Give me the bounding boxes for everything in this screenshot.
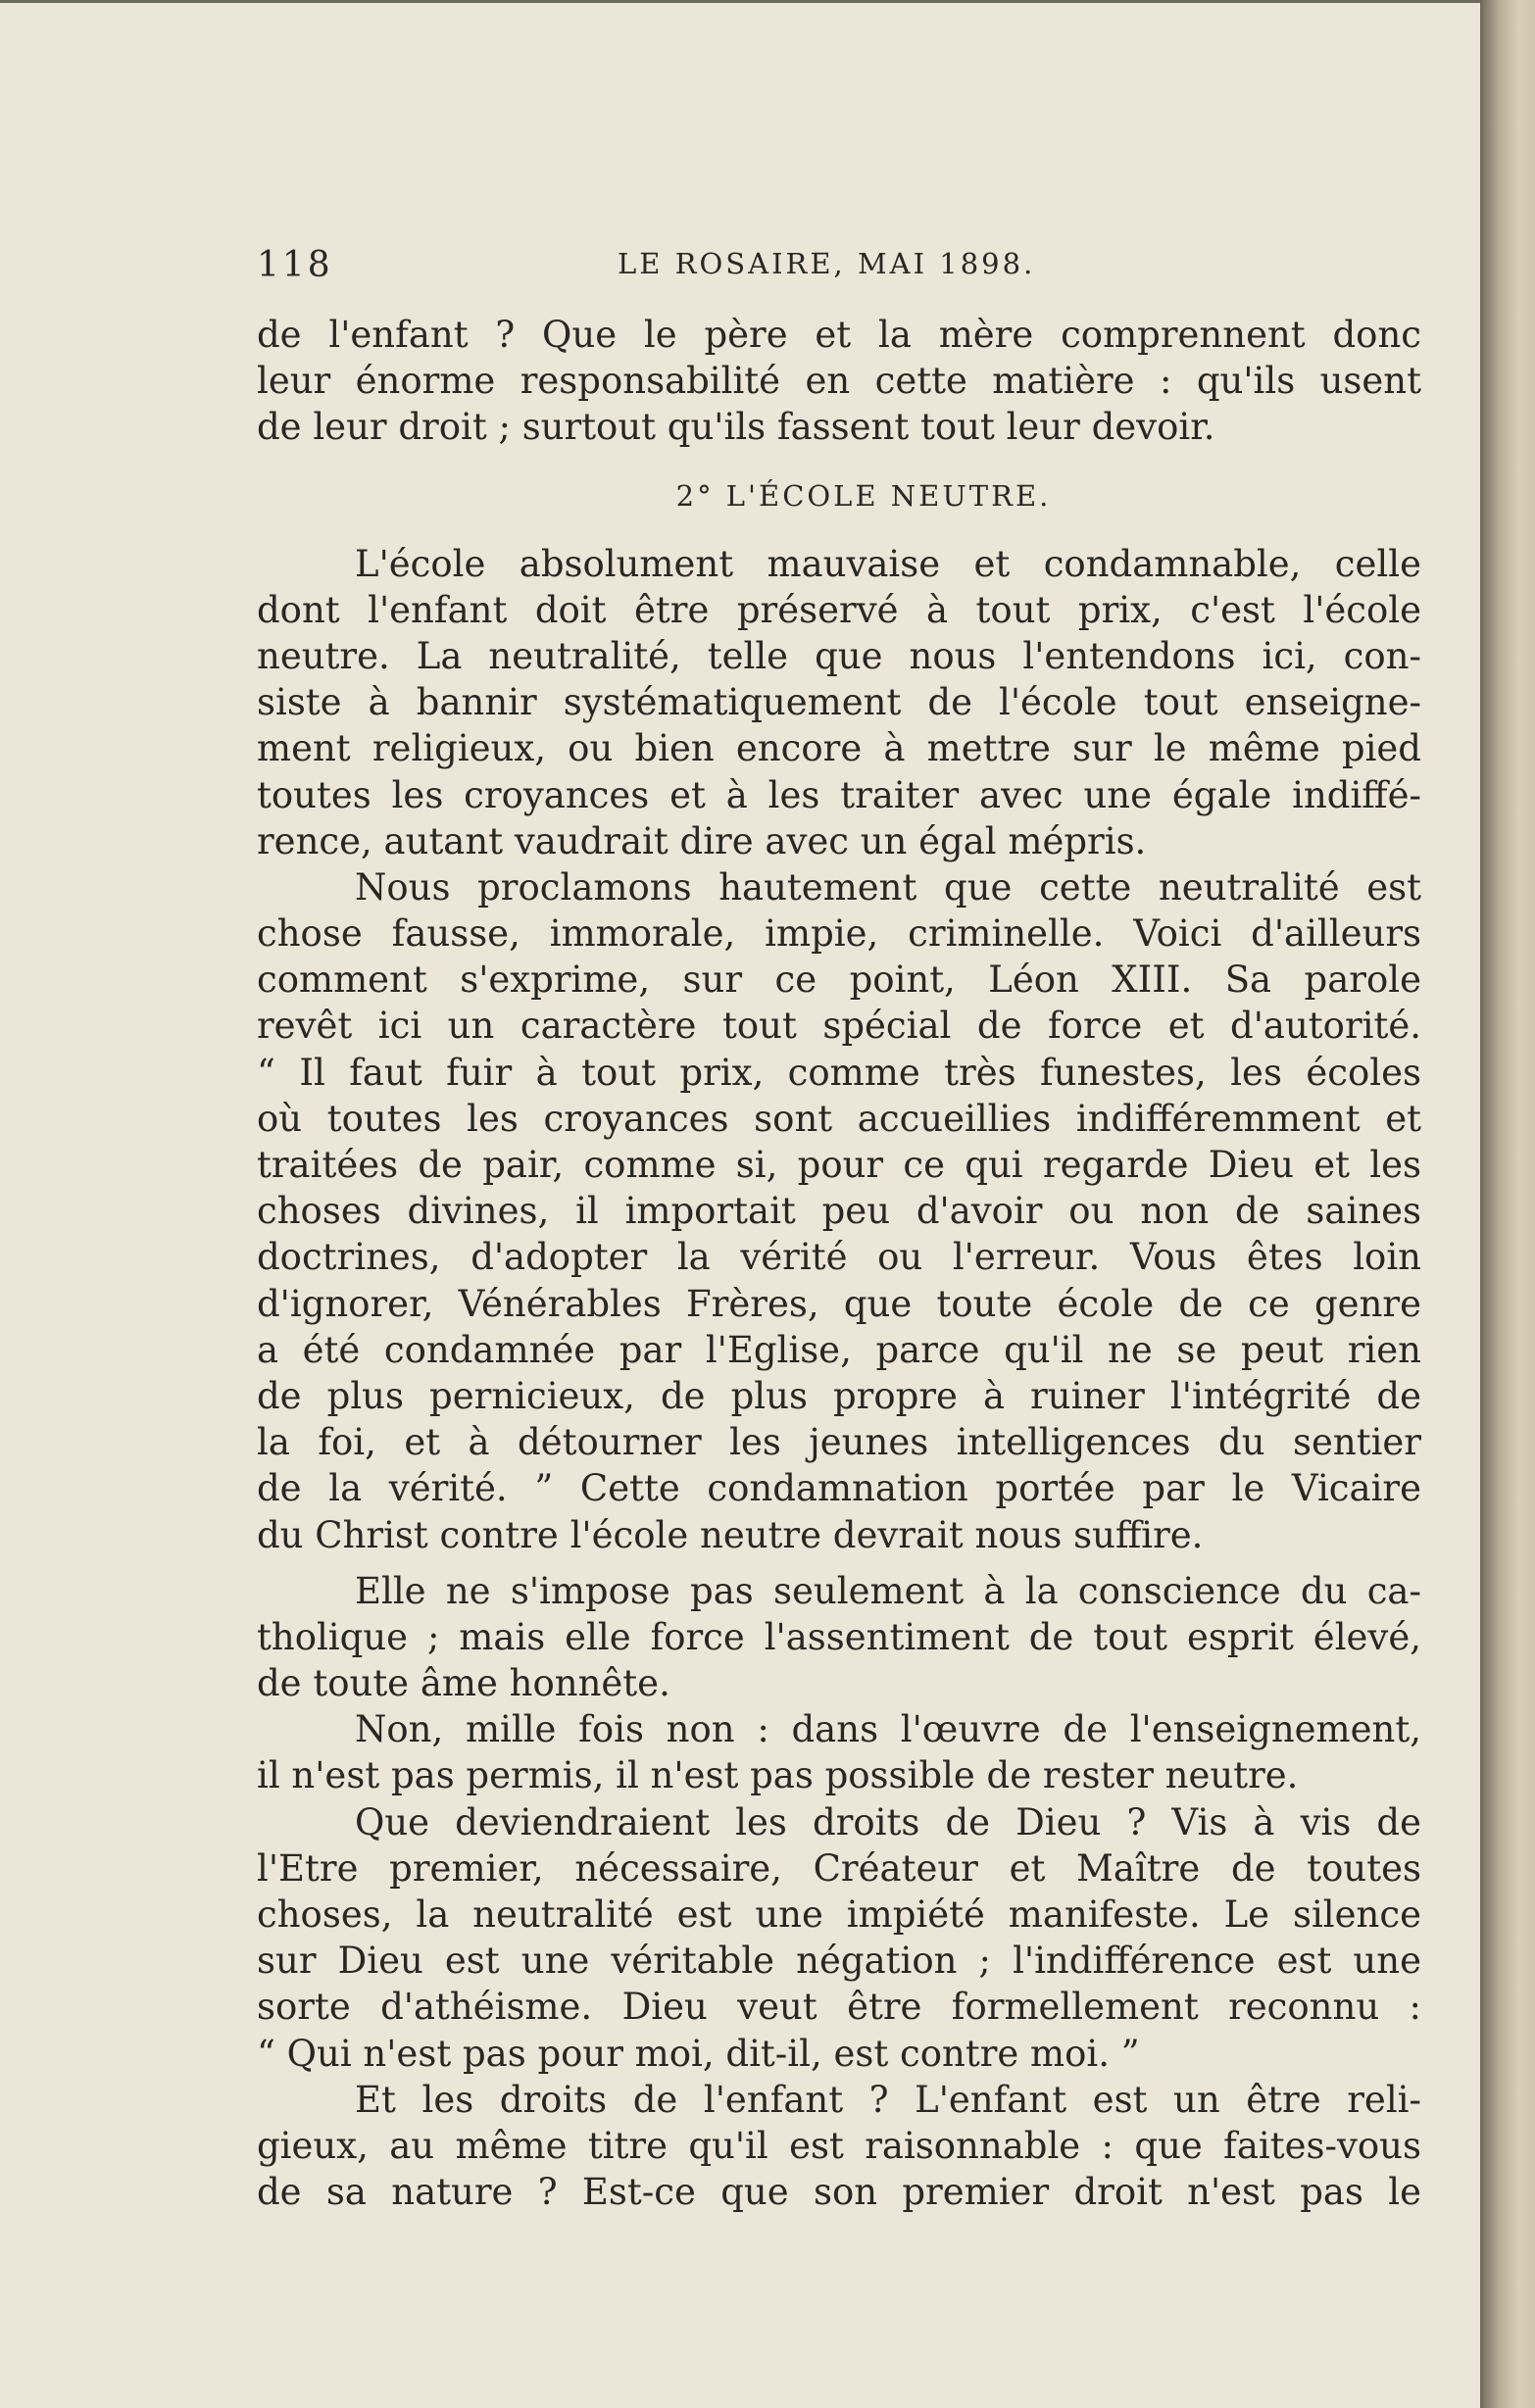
text-line: tholique ; mais elle force l'assentiment de tout esprit élevé, — [257, 1615, 1421, 1658]
text-block — [257, 312, 1421, 2215]
text-line: de toute âme honnête. — [257, 1662, 670, 1705]
text-line: d'ignorer, Vénérables Frères, que toute école de ce genre — [257, 1282, 1421, 1325]
text-line: il n'est pas permis, il n'est pas possible de rester neutre. — [257, 1754, 1299, 1797]
top-edge-rule — [0, 0, 1480, 3]
text-line: sur Dieu est une véritable négation ; l'indifférence est une — [257, 1940, 1421, 1983]
text-line: gieux, au même titre qu'il est raisonnable : que faites-vous — [257, 2124, 1421, 2167]
text-line: neutre. La neutralité, telle que nous l'entendons ici, con- — [257, 634, 1421, 677]
text-line: toutes les croyances et à les traiter avec une égale indiffé- — [257, 773, 1421, 816]
text-line: choses divines, il importait peu d'avoir ou non de saines — [257, 1190, 1421, 1233]
text-line: “ Qui n'est pas pour moi, dit-il, est contre moi. ” — [257, 2032, 1140, 2075]
text-line: choses, la neutralité est une impiété manifeste. Le silence — [257, 1893, 1421, 1936]
text-line: comment s'exprime, sur ce point, Léon XIII. Sa parole — [257, 958, 1421, 1002]
text-line: Que deviendraient les droits de Dieu ? Vis à vis de — [355, 1800, 1421, 1843]
text-line: revêt ici un caractère tout spécial de force et d'autorité. — [257, 1005, 1421, 1048]
text-line: dont l'enfant doit être préservé à tout prix, c'est l'école — [257, 588, 1421, 631]
text-line: l'Etre premier, nécessaire, Créateur et Maître de toutes — [257, 1846, 1421, 1890]
text-line: a été condamnée par l'Eglise, parce qu'il ne se peut rien — [257, 1328, 1421, 1371]
page-number: 118 — [257, 245, 333, 285]
text-line: de plus pernicieux, de plus propre à ruiner l'intégrité de — [257, 1374, 1421, 1417]
page-header — [257, 245, 1404, 294]
text-line: chose fausse, immorale, impie, criminelle. Voici d'ailleurs — [257, 912, 1421, 956]
text-line: de l'enfant ? Que le père et la mère comprennent donc — [257, 314, 1421, 356]
text-line: Non, mille fois non : dans l'œuvre de l'enseignement, — [355, 1708, 1421, 1751]
text-line: du Christ contre l'école neutre devrait nous suffire. — [257, 1513, 1204, 1556]
text-line: doctrines, d'adopter la vérité ou l'erreur. Vous êtes loin — [257, 1236, 1421, 1279]
text-line: de leur droit ; surtout qu'ils fassent tout leur devoir. — [257, 406, 1215, 449]
text-line: siste à bannir systématiquement de l'école tout enseigne- — [257, 681, 1421, 724]
running-title: LE ROSAIRE, MAI 1898. — [618, 247, 1036, 280]
text-line: de sa nature ? Est-ce que son premier droit n'est pas le — [257, 2171, 1421, 2214]
section-heading: 2° L'ÉCOLE NEUTRE. — [675, 478, 1052, 513]
text-line: de la vérité. ” Cette condamnation portée par le Vicaire — [257, 1467, 1421, 1510]
text-line: leur énorme responsabilité en cette matière : qu'ils usent — [257, 360, 1421, 403]
paragraph-gap — [257, 1558, 1421, 1568]
text-line: rence, autant vaudrait dire avec un égal mépris. — [257, 819, 1147, 862]
text-line: “ Il faut fuir à tout prix, comme très funestes, les écoles — [257, 1051, 1421, 1094]
text-line: sorte d'athéisme. Dieu veut être formellement reconnu : — [257, 1986, 1421, 2029]
text-line: ment religieux, ou bien encore à mettre sur le même pied — [257, 727, 1421, 770]
text-line: Elle ne s'impose pas seulement à la conscience du ca- — [355, 1569, 1421, 1612]
text-line: L'école absolument mauvaise et condamnable, celle — [355, 542, 1421, 585]
text-line: la foi, et à détourner les jeunes intelligences du sentier — [257, 1421, 1421, 1464]
text-line: traitées de pair, comme si, pour ce qui regarde Dieu et les — [257, 1144, 1421, 1186]
text-line: Et les droits de l'enfant ? L'enfant est un être reli- — [355, 2078, 1421, 2121]
text-line: Nous proclamons hautement que cette neutralité est — [355, 865, 1421, 909]
text-line: où toutes les croyances sont accueillies indifféremment et — [257, 1097, 1421, 1140]
page-edge-shadow — [1480, 0, 1535, 2408]
